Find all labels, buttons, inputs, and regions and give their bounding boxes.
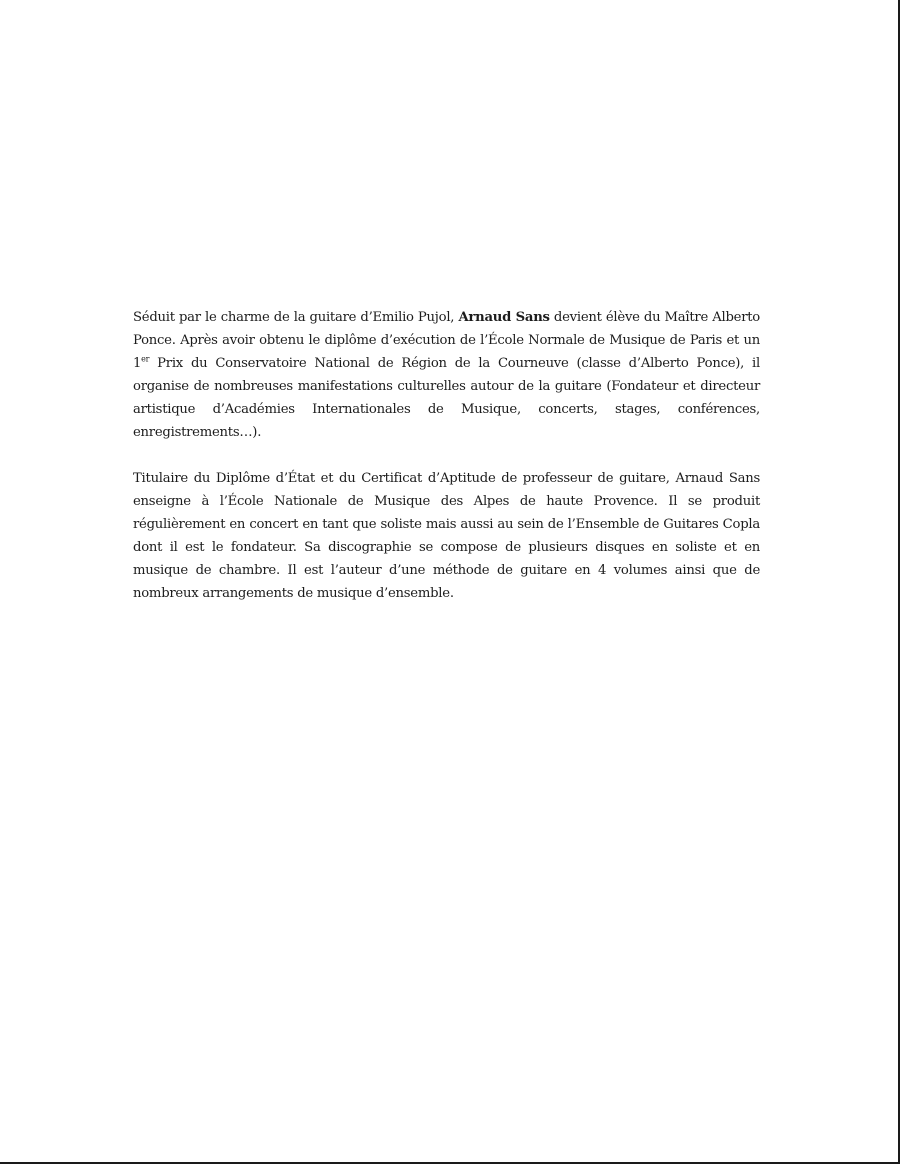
paragraph-2: Titulaire du Diplôme d’État et du Certificat d’Aptitude de professeur de guitare, Arnaud Sans enseigne à l’École Nationale de Musique des Alpes de haute Provence. Il se produit régulièrement en concert en tant que soliste mais aussi au sein de l’Ensemble de Guitares Copla dont il est le fondateur. Sa discographie se compose de plusieurs disques en soliste et en musique de chambre. Il est l’auteur d’une méthode de guitare en 4 volumes ainsi que de nombreux arrangements de musique d’ensemble.	[133, 471, 760, 601]
biography-text	[133, 306, 760, 605]
paragraph-1-end: Prix du Conservatoire National de Région de la Courneuve (classe d’Alberto Ponce), il organise de nombreuses manifestations culturelles autour de la guitare (Fondateur et directeur artistique d’Académies Internationales de Musique, concerts, stages, conférences, enregistrements…).	[133, 356, 760, 440]
paragraph-1-body: devient élève du Maître Alberto Ponce. Après avoir obtenu le diplôme d’exécution de l’École Normale de Musique de Paris et un 1	[133, 310, 760, 371]
paragraph-1-intro: Séduit par le charme de la guitare d’Emilio Pujol,	[133, 310, 459, 325]
ordinal-superscript: er	[141, 354, 150, 364]
paragraph-1	[133, 306, 760, 444]
artist-name: Arnaud Sans	[458, 310, 550, 325]
